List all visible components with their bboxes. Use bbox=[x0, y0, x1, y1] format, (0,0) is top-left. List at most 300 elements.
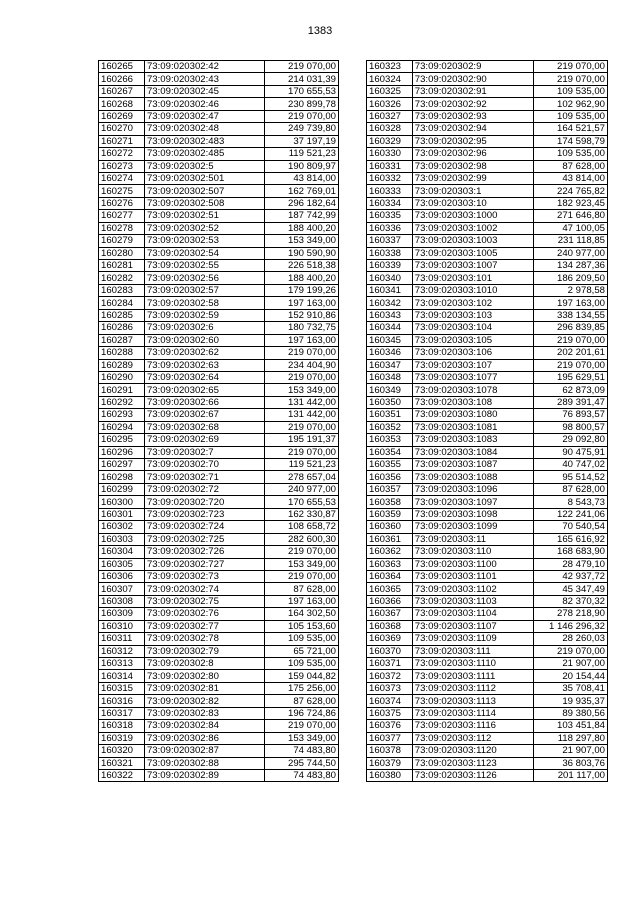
cadastral-number-cell: 73:09:020302:73 bbox=[144, 570, 264, 582]
table-row bbox=[99, 98, 339, 110]
row-number-cell: 160284 bbox=[99, 297, 145, 309]
cadastral-number-cell: 73:09:020303:107 bbox=[412, 359, 533, 371]
cadastral-number-cell: 73:09:020303:1099 bbox=[412, 521, 533, 533]
value-cell: 296 839,85 bbox=[533, 322, 607, 334]
value-cell: 43 814,00 bbox=[265, 172, 339, 184]
value-cell: 152 910,86 bbox=[265, 309, 339, 321]
table-row bbox=[99, 272, 339, 284]
row-number-cell: 160369 bbox=[367, 633, 413, 645]
table-row bbox=[367, 309, 608, 321]
cadastral-number-cell: 73:09:020302:485 bbox=[144, 148, 264, 160]
cadastral-number-cell: 73:09:020302:79 bbox=[144, 645, 264, 657]
table-row bbox=[99, 222, 339, 234]
cadastral-number-cell: 73:09:020303:1097 bbox=[412, 496, 533, 508]
row-number-cell: 160326 bbox=[367, 98, 413, 110]
value-cell: 162 330,87 bbox=[265, 508, 339, 520]
row-number-cell: 160322 bbox=[99, 769, 145, 781]
row-number-cell: 160265 bbox=[99, 61, 145, 73]
cadastral-number-cell: 73:09:020303:1123 bbox=[412, 757, 533, 769]
cadastral-number-cell: 73:09:020302:95 bbox=[412, 135, 533, 147]
registry-table-left bbox=[98, 60, 339, 782]
value-cell: 70 540,54 bbox=[533, 521, 607, 533]
value-cell: 153 349,00 bbox=[265, 235, 339, 247]
table-row bbox=[367, 384, 608, 396]
cadastral-number-cell: 73:09:020302:42 bbox=[144, 61, 264, 73]
row-number-cell: 160351 bbox=[367, 409, 413, 421]
row-number-cell: 160317 bbox=[99, 707, 145, 719]
cadastral-number-cell: 73:09:020303:1098 bbox=[412, 508, 533, 520]
table-row bbox=[99, 583, 339, 595]
row-number-cell: 160300 bbox=[99, 496, 145, 508]
table-row bbox=[367, 595, 608, 607]
table-row bbox=[99, 148, 339, 160]
cadastral-number-cell: 73:09:020303:1007 bbox=[412, 260, 533, 272]
cadastral-number-cell: 73:09:020302:725 bbox=[144, 533, 264, 545]
table-row bbox=[99, 309, 339, 321]
value-cell: 76 893,57 bbox=[533, 409, 607, 421]
cadastral-number-cell: 73:09:020303:1003 bbox=[412, 235, 533, 247]
row-number-cell: 160315 bbox=[99, 682, 145, 694]
table-row bbox=[99, 409, 339, 421]
cadastral-number-cell: 73:09:020303:1110 bbox=[412, 658, 533, 670]
cadastral-number-cell: 73:09:020303:1088 bbox=[412, 471, 533, 483]
table-row bbox=[99, 260, 339, 272]
row-number-cell: 160270 bbox=[99, 123, 145, 135]
page-number: 1383 bbox=[307, 25, 333, 37]
registry-table-right-body bbox=[367, 61, 608, 782]
cadastral-number-cell: 73:09:020302:45 bbox=[144, 85, 264, 97]
value-cell: 219 070,00 bbox=[265, 446, 339, 458]
value-cell: 164 302,50 bbox=[265, 608, 339, 620]
row-number-cell: 160357 bbox=[367, 483, 413, 495]
row-number-cell: 160365 bbox=[367, 583, 413, 595]
row-number-cell: 160318 bbox=[99, 720, 145, 732]
row-number-cell: 160302 bbox=[99, 521, 145, 533]
table-row bbox=[99, 210, 339, 222]
value-cell: 62 873,09 bbox=[533, 384, 607, 396]
value-cell: 29 092,80 bbox=[533, 434, 607, 446]
table-row bbox=[367, 446, 608, 458]
row-number-cell: 160293 bbox=[99, 409, 145, 421]
value-cell: 109 535,00 bbox=[265, 658, 339, 670]
table-row bbox=[99, 197, 339, 209]
cadastral-number-cell: 73:09:020302:94 bbox=[412, 123, 533, 135]
value-cell: 196 724,86 bbox=[265, 707, 339, 719]
row-number-cell: 160312 bbox=[99, 645, 145, 657]
table-row bbox=[99, 595, 339, 607]
row-number-cell: 160297 bbox=[99, 459, 145, 471]
row-number-cell: 160287 bbox=[99, 334, 145, 346]
value-cell: 65 721,00 bbox=[265, 645, 339, 657]
row-number-cell: 160359 bbox=[367, 508, 413, 520]
row-number-cell: 160335 bbox=[367, 210, 413, 222]
row-number-cell: 160294 bbox=[99, 421, 145, 433]
cadastral-number-cell: 73:09:020302:6 bbox=[144, 322, 264, 334]
row-number-cell: 160277 bbox=[99, 210, 145, 222]
value-cell: 219 070,00 bbox=[265, 371, 339, 383]
value-cell: 188 400,20 bbox=[265, 272, 339, 284]
row-number-cell: 160275 bbox=[99, 185, 145, 197]
cadastral-number-cell: 73:09:020302:93 bbox=[412, 110, 533, 122]
cadastral-number-cell: 73:09:020302:56 bbox=[144, 272, 264, 284]
registry-table-left-body bbox=[99, 61, 339, 782]
value-cell: 219 070,00 bbox=[533, 334, 607, 346]
cadastral-number-cell: 73:09:020302:8 bbox=[144, 658, 264, 670]
table-row bbox=[367, 409, 608, 421]
table-row bbox=[99, 459, 339, 471]
row-number-cell: 160268 bbox=[99, 98, 145, 110]
value-cell: 47 100,05 bbox=[533, 222, 607, 234]
table-row bbox=[99, 185, 339, 197]
value-cell: 231 118,85 bbox=[533, 235, 607, 247]
row-number-cell: 160350 bbox=[367, 396, 413, 408]
cadastral-number-cell: 73:09:020302:68 bbox=[144, 421, 264, 433]
value-cell: 153 349,00 bbox=[265, 558, 339, 570]
cadastral-number-cell: 73:09:020302:46 bbox=[144, 98, 264, 110]
table-row bbox=[367, 371, 608, 383]
value-cell: 19 935,37 bbox=[533, 695, 607, 707]
cadastral-number-cell: 73:09:020302:65 bbox=[144, 384, 264, 396]
table-row bbox=[367, 322, 608, 334]
table-row bbox=[367, 558, 608, 570]
value-cell: 224 765,82 bbox=[533, 185, 607, 197]
row-number-cell: 160278 bbox=[99, 222, 145, 234]
table-row bbox=[99, 421, 339, 433]
value-cell: 219 070,00 bbox=[265, 421, 339, 433]
row-number-cell: 160301 bbox=[99, 508, 145, 520]
table-row bbox=[367, 247, 608, 259]
value-cell: 43 814,00 bbox=[533, 172, 607, 184]
table-row bbox=[99, 85, 339, 97]
value-cell: 201 117,00 bbox=[533, 769, 607, 781]
table-row bbox=[99, 558, 339, 570]
cadastral-number-cell: 73:09:020303:1109 bbox=[412, 633, 533, 645]
cadastral-number-cell: 73:09:020302:52 bbox=[144, 222, 264, 234]
row-number-cell: 160377 bbox=[367, 732, 413, 744]
row-number-cell: 160325 bbox=[367, 85, 413, 97]
row-number-cell: 160371 bbox=[367, 658, 413, 670]
table-row bbox=[367, 745, 608, 757]
cadastral-number-cell: 73:09:020302:88 bbox=[144, 757, 264, 769]
row-number-cell: 160323 bbox=[367, 61, 413, 73]
cadastral-number-cell: 73:09:020303:104 bbox=[412, 322, 533, 334]
cadastral-number-cell: 73:09:020303:102 bbox=[412, 297, 533, 309]
table-row bbox=[99, 297, 339, 309]
cadastral-number-cell: 73:09:020302:78 bbox=[144, 633, 264, 645]
value-cell: 174 598,79 bbox=[533, 135, 607, 147]
table-row bbox=[99, 720, 339, 732]
cadastral-number-cell: 73:09:020303:1102 bbox=[412, 583, 533, 595]
value-cell: 295 744,50 bbox=[265, 757, 339, 769]
value-cell: 45 347,49 bbox=[533, 583, 607, 595]
table-row bbox=[99, 384, 339, 396]
row-number-cell: 160290 bbox=[99, 371, 145, 383]
value-cell: 219 070,00 bbox=[265, 720, 339, 732]
value-cell: 8 543,73 bbox=[533, 496, 607, 508]
value-cell: 230 899,78 bbox=[265, 98, 339, 110]
cadastral-number-cell: 73:09:020302:723 bbox=[144, 508, 264, 520]
table-row bbox=[99, 521, 339, 533]
row-number-cell: 160329 bbox=[367, 135, 413, 147]
table-row bbox=[367, 135, 608, 147]
row-number-cell: 160333 bbox=[367, 185, 413, 197]
row-number-cell: 160338 bbox=[367, 247, 413, 259]
table-row bbox=[99, 483, 339, 495]
value-cell: 219 070,00 bbox=[533, 359, 607, 371]
cadastral-number-cell: 73:09:020303:1116 bbox=[412, 720, 533, 732]
table-row bbox=[367, 160, 608, 172]
cadastral-number-cell: 73:09:020302:724 bbox=[144, 521, 264, 533]
row-number-cell: 160319 bbox=[99, 732, 145, 744]
row-number-cell: 160343 bbox=[367, 309, 413, 321]
table-row bbox=[367, 620, 608, 632]
table-row bbox=[99, 496, 339, 508]
value-cell: 289 391,47 bbox=[533, 396, 607, 408]
row-number-cell: 160320 bbox=[99, 745, 145, 757]
row-number-cell: 160298 bbox=[99, 471, 145, 483]
table-row bbox=[367, 235, 608, 247]
cadastral-number-cell: 73:09:020302:80 bbox=[144, 670, 264, 682]
cadastral-number-cell: 73:09:020302:63 bbox=[144, 359, 264, 371]
value-cell: 74 483,80 bbox=[265, 769, 339, 781]
value-cell: 118 297,80 bbox=[533, 732, 607, 744]
table-row bbox=[367, 359, 608, 371]
cadastral-number-cell: 73:09:020303:1081 bbox=[412, 421, 533, 433]
table-row bbox=[99, 110, 339, 122]
value-cell: 1 146 296,32 bbox=[533, 620, 607, 632]
cadastral-number-cell: 73:09:020302:92 bbox=[412, 98, 533, 110]
value-cell: 119 521,23 bbox=[265, 148, 339, 160]
table-row bbox=[367, 421, 608, 433]
value-cell: 74 483,80 bbox=[265, 745, 339, 757]
value-cell: 109 535,00 bbox=[533, 110, 607, 122]
cadastral-number-cell: 73:09:020303:1120 bbox=[412, 745, 533, 757]
value-cell: 82 370,32 bbox=[533, 595, 607, 607]
row-number-cell: 160364 bbox=[367, 570, 413, 582]
cadastral-number-cell: 73:09:020302:64 bbox=[144, 371, 264, 383]
value-cell: 187 742,99 bbox=[265, 210, 339, 222]
cadastral-number-cell: 73:09:020302:60 bbox=[144, 334, 264, 346]
cadastral-number-cell: 73:09:020303:1107 bbox=[412, 620, 533, 632]
value-cell: 40 747,02 bbox=[533, 459, 607, 471]
value-cell: 190 590,90 bbox=[265, 247, 339, 259]
table-row bbox=[367, 732, 608, 744]
value-cell: 296 182,64 bbox=[265, 197, 339, 209]
value-cell: 134 287,36 bbox=[533, 260, 607, 272]
table-row bbox=[367, 695, 608, 707]
cadastral-number-cell: 73:09:020303:1087 bbox=[412, 459, 533, 471]
cadastral-number-cell: 73:09:020302:77 bbox=[144, 620, 264, 632]
table-row bbox=[99, 645, 339, 657]
registry-table-right bbox=[366, 60, 608, 782]
table-row bbox=[99, 620, 339, 632]
value-cell: 87 628,00 bbox=[533, 160, 607, 172]
cadastral-number-cell: 73:09:020302:99 bbox=[412, 172, 533, 184]
table-row bbox=[99, 695, 339, 707]
value-cell: 20 154,44 bbox=[533, 670, 607, 682]
value-cell: 109 535,00 bbox=[533, 85, 607, 97]
table-row bbox=[367, 608, 608, 620]
cadastral-number-cell: 73:09:020302:47 bbox=[144, 110, 264, 122]
value-cell: 21 907,00 bbox=[533, 745, 607, 757]
row-number-cell: 160331 bbox=[367, 160, 413, 172]
cadastral-number-cell: 73:09:020302:70 bbox=[144, 459, 264, 471]
value-cell: 190 809,97 bbox=[265, 160, 339, 172]
row-number-cell: 160279 bbox=[99, 235, 145, 247]
value-cell: 36 803,76 bbox=[533, 757, 607, 769]
value-cell: 195 191,37 bbox=[265, 434, 339, 446]
value-cell: 89 380,56 bbox=[533, 707, 607, 719]
table-row bbox=[367, 459, 608, 471]
row-number-cell: 160311 bbox=[99, 633, 145, 645]
row-number-cell: 160296 bbox=[99, 446, 145, 458]
value-cell: 108 658,72 bbox=[265, 521, 339, 533]
row-number-cell: 160316 bbox=[99, 695, 145, 707]
table-row bbox=[367, 670, 608, 682]
value-cell: 122 241,06 bbox=[533, 508, 607, 520]
value-cell: 278 657,04 bbox=[265, 471, 339, 483]
row-number-cell: 160308 bbox=[99, 595, 145, 607]
cadastral-number-cell: 73:09:020302:82 bbox=[144, 695, 264, 707]
row-number-cell: 160355 bbox=[367, 459, 413, 471]
table-row bbox=[99, 707, 339, 719]
table-row bbox=[367, 633, 608, 645]
cadastral-number-cell: 73:09:020302:62 bbox=[144, 347, 264, 359]
cadastral-number-cell: 73:09:020302:43 bbox=[144, 73, 264, 85]
value-cell: 2 978,58 bbox=[533, 284, 607, 296]
value-cell: 219 070,00 bbox=[265, 347, 339, 359]
row-number-cell: 160332 bbox=[367, 172, 413, 184]
table-row bbox=[367, 197, 608, 209]
value-cell: 197 163,00 bbox=[533, 297, 607, 309]
table-row bbox=[367, 757, 608, 769]
cadastral-number-cell: 73:09:020302:58 bbox=[144, 297, 264, 309]
cadastral-number-cell: 73:09:020302:66 bbox=[144, 396, 264, 408]
table-row bbox=[367, 396, 608, 408]
cadastral-number-cell: 73:09:020303:1010 bbox=[412, 284, 533, 296]
value-cell: 102 962,90 bbox=[533, 98, 607, 110]
table-row bbox=[99, 322, 339, 334]
table-row bbox=[367, 260, 608, 272]
cadastral-number-cell: 73:09:020302:57 bbox=[144, 284, 264, 296]
value-cell: 87 628,00 bbox=[533, 483, 607, 495]
cadastral-number-cell: 73:09:020302:86 bbox=[144, 732, 264, 744]
cadastral-number-cell: 73:09:020302:98 bbox=[412, 160, 533, 172]
value-cell: 37 197,19 bbox=[265, 135, 339, 147]
table-row bbox=[367, 570, 608, 582]
table-row bbox=[99, 135, 339, 147]
row-number-cell: 160366 bbox=[367, 595, 413, 607]
cadastral-number-cell: 73:09:020302:83 bbox=[144, 707, 264, 719]
value-cell: 42 937,72 bbox=[533, 570, 607, 582]
value-cell: 28 260,03 bbox=[533, 633, 607, 645]
value-cell: 87 628,00 bbox=[265, 583, 339, 595]
row-number-cell: 160306 bbox=[99, 570, 145, 582]
cadastral-number-cell: 73:09:020303:1096 bbox=[412, 483, 533, 495]
row-number-cell: 160327 bbox=[367, 110, 413, 122]
row-number-cell: 160267 bbox=[99, 85, 145, 97]
row-number-cell: 160281 bbox=[99, 260, 145, 272]
cadastral-number-cell: 73:09:020303:112 bbox=[412, 732, 533, 744]
cadastral-number-cell: 73:09:020303:1000 bbox=[412, 210, 533, 222]
table-row bbox=[99, 670, 339, 682]
cadastral-number-cell: 73:09:020302:507 bbox=[144, 185, 264, 197]
cadastral-number-cell: 73:09:020303:1083 bbox=[412, 434, 533, 446]
row-number-cell: 160348 bbox=[367, 371, 413, 383]
cadastral-number-cell: 73:09:020302:84 bbox=[144, 720, 264, 732]
table-row bbox=[367, 471, 608, 483]
cadastral-number-cell: 73:09:020302:91 bbox=[412, 85, 533, 97]
cadastral-number-cell: 73:09:020302:5 bbox=[144, 160, 264, 172]
value-cell: 109 535,00 bbox=[533, 148, 607, 160]
row-number-cell: 160346 bbox=[367, 347, 413, 359]
value-cell: 98 800,57 bbox=[533, 421, 607, 433]
table-row bbox=[367, 546, 608, 558]
value-cell: 197 163,00 bbox=[265, 334, 339, 346]
cadastral-number-cell: 73:09:020303:1114 bbox=[412, 707, 533, 719]
table-row bbox=[99, 334, 339, 346]
row-number-cell: 160360 bbox=[367, 521, 413, 533]
row-number-cell: 160271 bbox=[99, 135, 145, 147]
table-row bbox=[367, 583, 608, 595]
value-cell: 21 907,00 bbox=[533, 658, 607, 670]
value-cell: 186 209,50 bbox=[533, 272, 607, 284]
row-number-cell: 160379 bbox=[367, 757, 413, 769]
row-number-cell: 160337 bbox=[367, 235, 413, 247]
value-cell: 226 518,38 bbox=[265, 260, 339, 272]
table-row bbox=[99, 446, 339, 458]
row-number-cell: 160304 bbox=[99, 546, 145, 558]
cadastral-number-cell: 73:09:020302:59 bbox=[144, 309, 264, 321]
table-row bbox=[367, 123, 608, 135]
table-row bbox=[99, 546, 339, 558]
value-cell: 197 163,00 bbox=[265, 297, 339, 309]
table-row bbox=[367, 110, 608, 122]
table-row bbox=[367, 61, 608, 73]
value-cell: 153 349,00 bbox=[265, 732, 339, 744]
value-cell: 338 134,55 bbox=[533, 309, 607, 321]
table-row bbox=[99, 73, 339, 85]
row-number-cell: 160272 bbox=[99, 148, 145, 160]
row-number-cell: 160273 bbox=[99, 160, 145, 172]
table-row bbox=[367, 185, 608, 197]
cadastral-number-cell: 73:09:020302:74 bbox=[144, 583, 264, 595]
cadastral-number-cell: 73:09:020302:726 bbox=[144, 546, 264, 558]
value-cell: 219 070,00 bbox=[533, 61, 607, 73]
row-number-cell: 160363 bbox=[367, 558, 413, 570]
row-number-cell: 160321 bbox=[99, 757, 145, 769]
value-cell: 103 451,84 bbox=[533, 720, 607, 732]
row-number-cell: 160367 bbox=[367, 608, 413, 620]
row-number-cell: 160336 bbox=[367, 222, 413, 234]
value-cell: 278 218,90 bbox=[533, 608, 607, 620]
table-row bbox=[99, 471, 339, 483]
cadastral-number-cell: 73:09:020303:101 bbox=[412, 272, 533, 284]
value-cell: 95 514,52 bbox=[533, 471, 607, 483]
value-cell: 165 616,92 bbox=[533, 533, 607, 545]
cadastral-number-cell: 73:09:020303:106 bbox=[412, 347, 533, 359]
row-number-cell: 160328 bbox=[367, 123, 413, 135]
table-row bbox=[367, 148, 608, 160]
row-number-cell: 160291 bbox=[99, 384, 145, 396]
row-number-cell: 160342 bbox=[367, 297, 413, 309]
value-cell: 219 070,00 bbox=[533, 73, 607, 85]
row-number-cell: 160282 bbox=[99, 272, 145, 284]
row-number-cell: 160341 bbox=[367, 284, 413, 296]
value-cell: 202 201,61 bbox=[533, 347, 607, 359]
row-number-cell: 160324 bbox=[367, 73, 413, 85]
cadastral-number-cell: 73:09:020303:110 bbox=[412, 546, 533, 558]
